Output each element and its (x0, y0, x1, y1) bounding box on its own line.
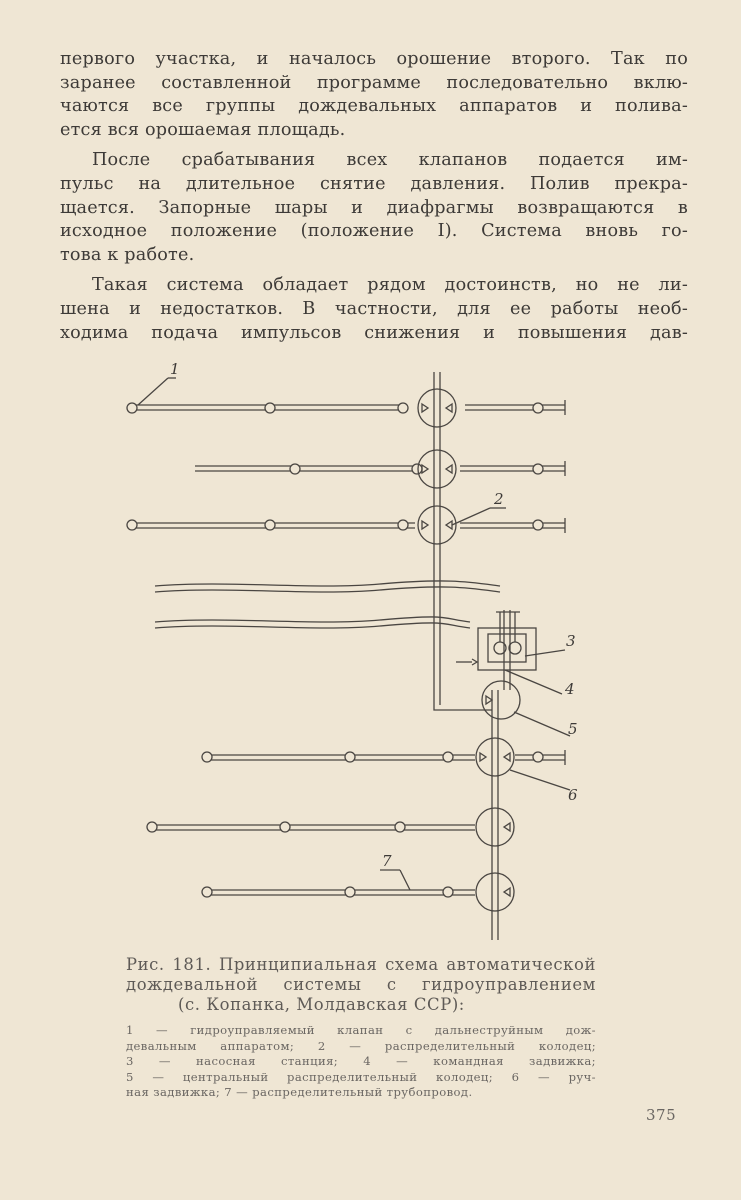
pump-station (456, 612, 536, 670)
caption-title (126, 955, 596, 1015)
legend-line: 3 — насосная станция; 4 — командная задвижка; (126, 1054, 596, 1069)
text-line: ходима подача импульсов снижения и повышения дав- (60, 322, 688, 343)
caption-legend (126, 1023, 596, 1101)
paragraph-1 (60, 48, 688, 142)
label-5: 5 (568, 720, 578, 738)
text-line: исходное положение (положение I). Система вновь го- (60, 221, 688, 242)
label-2: 2 (494, 490, 504, 508)
upper-pipes (130, 400, 565, 533)
caption-line: дождевальной системы с гидроуправлением (126, 975, 596, 994)
body-text (60, 48, 688, 345)
text-line: щается. Запорные шары и диафрагмы возвращаются в (60, 197, 688, 218)
text-line: това к работе. (60, 244, 195, 265)
caption-line: (с. Копанка, Молдавская ССР): (178, 995, 465, 1014)
label-3: 3 (566, 632, 576, 650)
text-line: ется вся орошаемая площадь. (60, 119, 346, 140)
label-6: 6 (568, 786, 578, 804)
legend-line: девальным аппаратом; 2 — распределительный колодец; (126, 1038, 596, 1053)
irrigation-scheme-figure (110, 360, 610, 945)
text-line: Такая система обладает рядом достоинств, но не ли- (92, 275, 688, 296)
paragraph-2 (60, 149, 688, 267)
legend-line: 5 — центральный распределительный колодец; 6 — руч- (126, 1069, 596, 1084)
valve-marks (422, 404, 510, 896)
lower-pipes (150, 750, 565, 895)
label-1: 1 (170, 360, 180, 378)
paragraph-3 (60, 274, 688, 345)
text-line: заранее составленной программе последовательно вклю- (60, 72, 688, 93)
text-line: чаются все группы дождевальных аппаратов и полива- (60, 96, 688, 117)
label-4: 4 (565, 680, 575, 698)
label-7: 7 (382, 852, 392, 870)
page-number: 375 (646, 1106, 677, 1124)
text-line: первого участка, и началось орошение второго. Так по (60, 49, 688, 69)
caption-line: Рис. 181. Принципиальная схема автоматической (126, 955, 596, 974)
distribution-wells (418, 389, 520, 911)
legend-line: ная задвижка; 7 — распределительный трубопровод. (126, 1085, 473, 1100)
text-line: шена и недостатков. В частности, для ее работы необ- (60, 298, 688, 319)
text-line: пульс на длительное снятие давления. Полив прекра- (60, 173, 688, 194)
text-line: После срабатывания всех клапанов подается им- (92, 150, 688, 171)
figure-caption (126, 955, 596, 1101)
sprinkler-nodes (127, 403, 543, 897)
scheme-diagram (110, 360, 610, 945)
legend-line: 1 — гидроуправляемый клапан с дальнеструйным дож- (126, 1023, 596, 1037)
